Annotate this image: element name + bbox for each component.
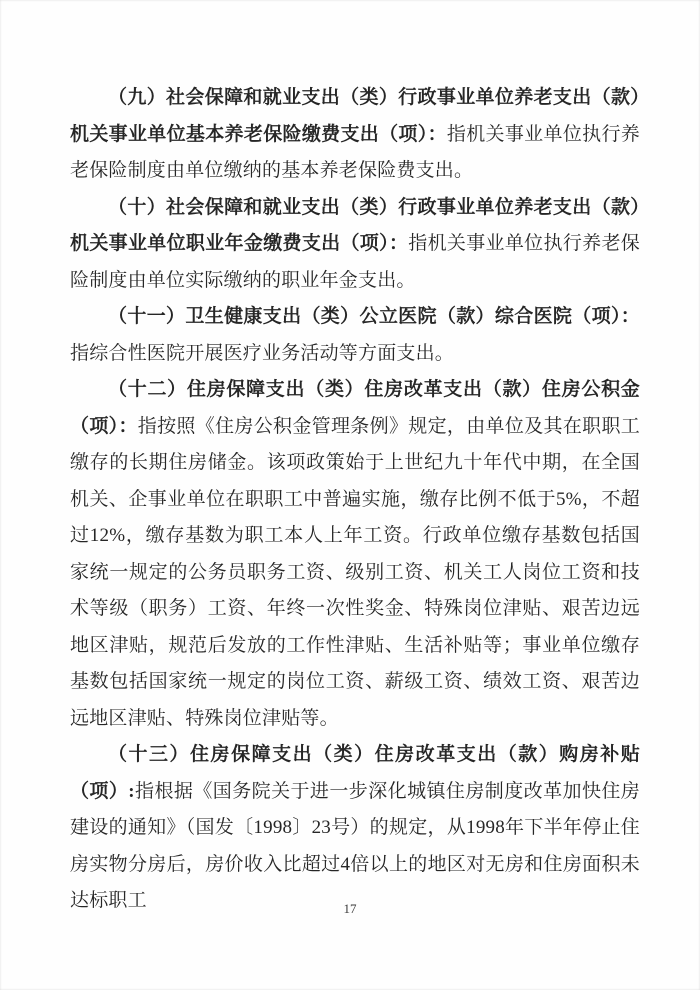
paragraph-title: （十）社会保障和就业支出（类）行政事业单位养老支出（款）机关事业单位职业年金缴费支出（项）： xyxy=(70,196,640,254)
paragraph xyxy=(70,190,640,300)
paragraph xyxy=(70,299,640,372)
paragraph-title: （九）社会保障和就业支出（类）行政事业单位养老支出（款）机关事业单位基本养老保险缴费支出（项）： xyxy=(70,87,640,145)
paragraph xyxy=(70,80,640,190)
paragraph-body: 指机关事业单位执行养老保险制度由单位缴纳的基本养老保险费支出。 xyxy=(70,123,640,181)
paragraph-title: （十二）住房保障支出（类）住房改革支出（款）住房公积金（项）： xyxy=(70,379,640,437)
paragraph xyxy=(70,372,640,737)
document-content xyxy=(70,80,640,920)
paragraph-body: 指机关事业单位执行养老保险制度由单位实际缴纳的职业年金支出。 xyxy=(70,233,640,291)
paragraph-body: 指按照《住房公积金管理条例》规定，由单位及其在职职工缴存的长期住房储金。该项政策始于上世纪九十年代中期，在全国机关、企事业单位在职职工中普遍实施，缴存比例不低于5%，不超过12%，缴存基数为职工本人上年工资。行政单位缴存基数包括国家统一规定的公务员职务工资、级别工资、机关工人岗位工资和技术等级（职务）工资、年终一次性奖金、特殊岗位津贴、艰苦边远地区津贴，规范后发放的工作性津贴、生活补贴等；事业单位缴存基数包括国家统一规定的岗位工资、薪级工资、绩效工资、艰苦边远地区津贴、特殊岗位津贴等。 xyxy=(70,415,640,729)
paragraph-title: （十一）卫生健康支出（类）公立医院（款）综合医院（项）： xyxy=(108,306,640,327)
paragraph xyxy=(70,737,640,920)
paragraph-title: （十三）住房保障支出（类）住房改革支出（款）购房补贴（项）: xyxy=(70,744,640,802)
page-number: 17 xyxy=(343,901,357,916)
paragraph-body: 指综合性医院开展医疗业务活动等方面支出。 xyxy=(70,342,455,364)
paragraph-body: 指根据《国务院关于进一步深化城镇住房制度改革加快住房建设的通知》（国发〔1998〕23号）的规定，从1998年下半年停止住房实物分房后，房价收入比超过4倍以上的地区对无房和住房面积未达标职工 xyxy=(70,780,640,911)
